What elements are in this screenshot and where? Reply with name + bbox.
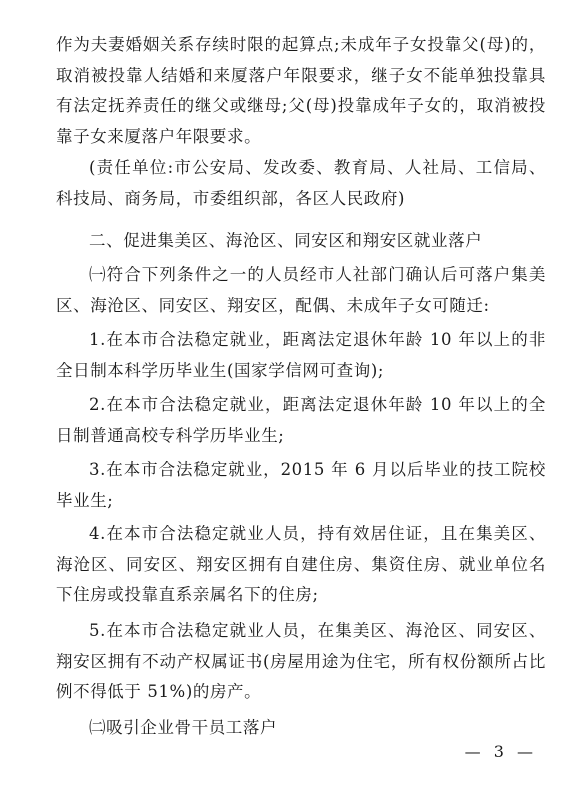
list-item-3: 3.在本市合法稳定就业，2015 年 6 月以后毕业的技工院校毕业生; [56,460,546,510]
paragraph-subsection-1: ㈠符合下列条件之一的人员经市人社部门确认后可落户集美区、海沧区、同安区、翔安区，配偶、未成年子女可随迁: [56,265,546,315]
list-item-1: 1.在本市合法稳定就业，距离法定退休年龄 10 年以上的非全日制本科学历毕业生(国家学信网可查询); [56,330,546,380]
page-number: — 3 — [464,742,537,761]
paragraph-continuation: 作为夫妻婚姻关系存续时限的起算点;未成年子女投靠父(母)的，取消被投靠人结婚和来厦落户年限要求，继子女不能单独投靠具有法定抚养责任的继父或继母;父(母)投靠成年子女的，取消被投靠子女来厦落户年限要求。 [56,35,546,146]
section-heading-2: 二、促进集美区、海沧区、同安区和翔安区就业落户 [89,231,483,250]
paragraph-responsible-units: (责任单位:市公安局、发改委、教育局、人社局、工信局、科技局、商务局，市委组织部，各区人民政府) [56,158,546,208]
list-item-4: 4.在本市合法稳定就业人员，持有效居住证，且在集美区、海沧区、同安区、翔安区拥有自建住房、集资住房、就业单位名下住房或投靠直系亲属名下的住房; [56,524,546,604]
list-item-2: 2.在本市合法稳定就业，距离法定退休年龄 10 年以上的全日制普通高校专科学历毕业生; [56,395,546,445]
paragraph-subsection-2: ㈡吸引企业骨干员工落户 [89,718,278,737]
list-item-5: 5.在本市合法稳定就业人员，在集美区、海沧区、同安区、翔安区拥有不动产权属证书(房屋用途为住宅，所有权份额所占比例不得低于 51%)的房产。 [56,621,546,701]
